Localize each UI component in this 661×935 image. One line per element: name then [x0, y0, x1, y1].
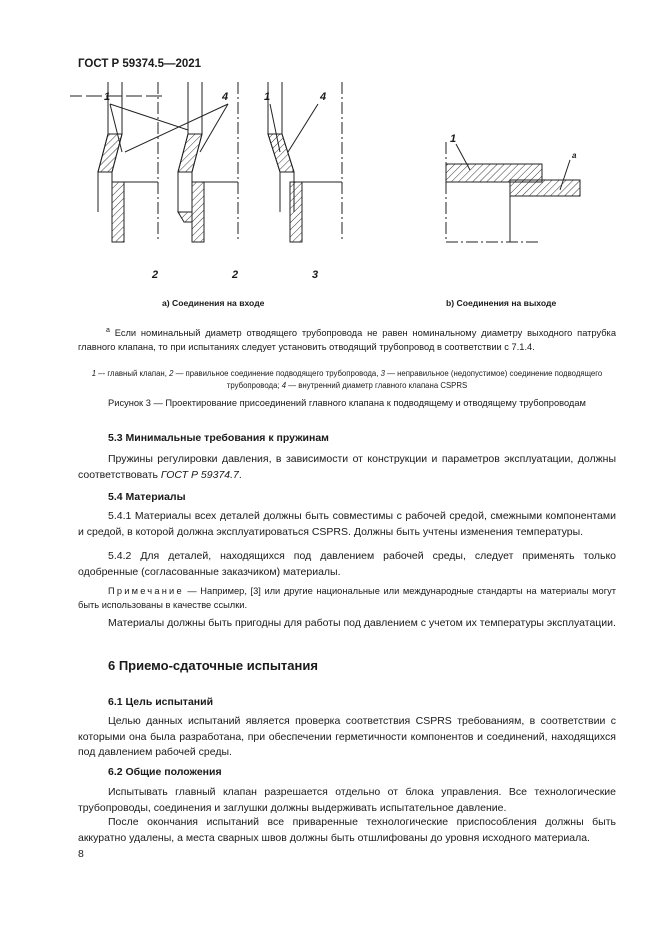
figure-legend — [78, 368, 616, 391]
note — [78, 584, 616, 612]
paragraph-5-4-1: 5.4.1 Материалы всех деталей должны быть совместимы с рабочей средой, смежными компонентами и средой, в которой должна эксплуатироваться CSPRS. Должны быть учтены изменения температуры. — [78, 510, 616, 538]
section-heading-5-4: 5.4 Материалы — [108, 491, 186, 503]
caption-inlet: а) Соединения на входе — [162, 298, 265, 308]
footnote-marker: a — [106, 327, 110, 334]
figure-label-1: 1 — [104, 91, 111, 103]
standard-reference: ГОСТ Р 59374.7 — [160, 468, 239, 481]
legend-text: — внутренний диаметр главного клапана CSPRS — [286, 380, 468, 390]
caption-outlet: b) Соединения на выходе — [446, 298, 557, 308]
legend-text: –- главный клапан, — [96, 369, 170, 378]
section-heading-5-3: 5.3 Минимальные требования к пружинам — [108, 432, 329, 444]
figure-label-2: 2 — [232, 269, 239, 281]
legend-num: 4 — [281, 380, 287, 390]
figure-label-3: 3 — [312, 269, 319, 281]
paragraph-6-2-1: Испытывать главный клапан разрешается отдельно от блока управления. Все технологические трубопроводы, соединения и заглушки должны выдерживать испытательное давление. — [78, 786, 616, 814]
figure-label-2: 2 — [152, 269, 159, 281]
figure-label-4: 4 — [320, 91, 327, 103]
section-heading-6-2: 6.2 Общие положения — [108, 766, 222, 778]
section-heading-6: 6 Приемо-сдаточные испытания — [108, 658, 318, 673]
legend-num: 2 — [169, 369, 174, 378]
pipe-wall-hatch — [112, 182, 124, 242]
paragraph-5-4-2: 5.4.2 Для деталей, находящихся под давлением рабочей среды, следует применять только одобренные (согласованные заказчиком) материалы. — [78, 550, 616, 578]
page-number: 8 — [78, 848, 84, 860]
paragraph-text: . — [238, 468, 242, 481]
figure-title: Рисунок 3 — Проектирование присоединений главного клапана к подводящему и отводящему трубопроводам — [108, 398, 586, 408]
legend-text: — правильное соединение подводящего трубопровода, — [173, 369, 381, 378]
figure-label-1: 1 — [264, 91, 271, 103]
footnote-text: Если номинальный диаметр отводящего трубопровода не равен номинальному диаметру выходного патрубка главного клапана, то при испытаниях следует установить отводящий трубопровод в соответствии с 7.1.4. — [78, 328, 616, 353]
figure-label-1: 1 — [450, 133, 457, 145]
paragraph: Материалы должны быть пригодны для работы под давлением с учетом их температуры эксплуатации. — [108, 617, 616, 629]
paragraph — [78, 452, 616, 483]
note-text: — Например, [3] или другие национальные или международные стандарты на материалы могут быть использованы в качестве ссылки. — [78, 586, 616, 610]
paragraph-6-2-2: После окончания испытаний все приваренные технологические приспособления должны быть аккуратно удалены, а места сварных швов должны быть отшлифованы до уровня исходного материала. — [78, 816, 616, 844]
legend-num: 1 — [91, 369, 97, 378]
paragraph-text: Пружины регулировки давления, в зависимости от конструкции и параметров эксплуатации, должны соответствовать — [78, 453, 616, 481]
section-heading-6-1: 6.1 Цель испытаний — [108, 696, 214, 708]
note-label: Примечание — [108, 586, 184, 596]
figure-3-drawing — [70, 82, 610, 322]
paragraph-6-1: Целью данных испытаний является проверка соответствия CSPRS требованиям, в соответствии с которыми она была разработана, при обеспечении герметичности компонентов и соединений, находящихся под давлением рабочей среды. — [78, 715, 616, 758]
legend-text: — неправильное (недопустимое) соединение подводящего трубопровода; — [226, 369, 603, 390]
figure-label-a: a — [572, 151, 577, 160]
legend-num: 3 — [380, 369, 385, 378]
figure-footnote — [78, 324, 616, 354]
page-header: ГОСТ Р 59374.5—2021 — [78, 58, 202, 70]
figure-label-4: 4 — [222, 91, 229, 103]
valve-wall-hatch — [98, 134, 122, 172]
